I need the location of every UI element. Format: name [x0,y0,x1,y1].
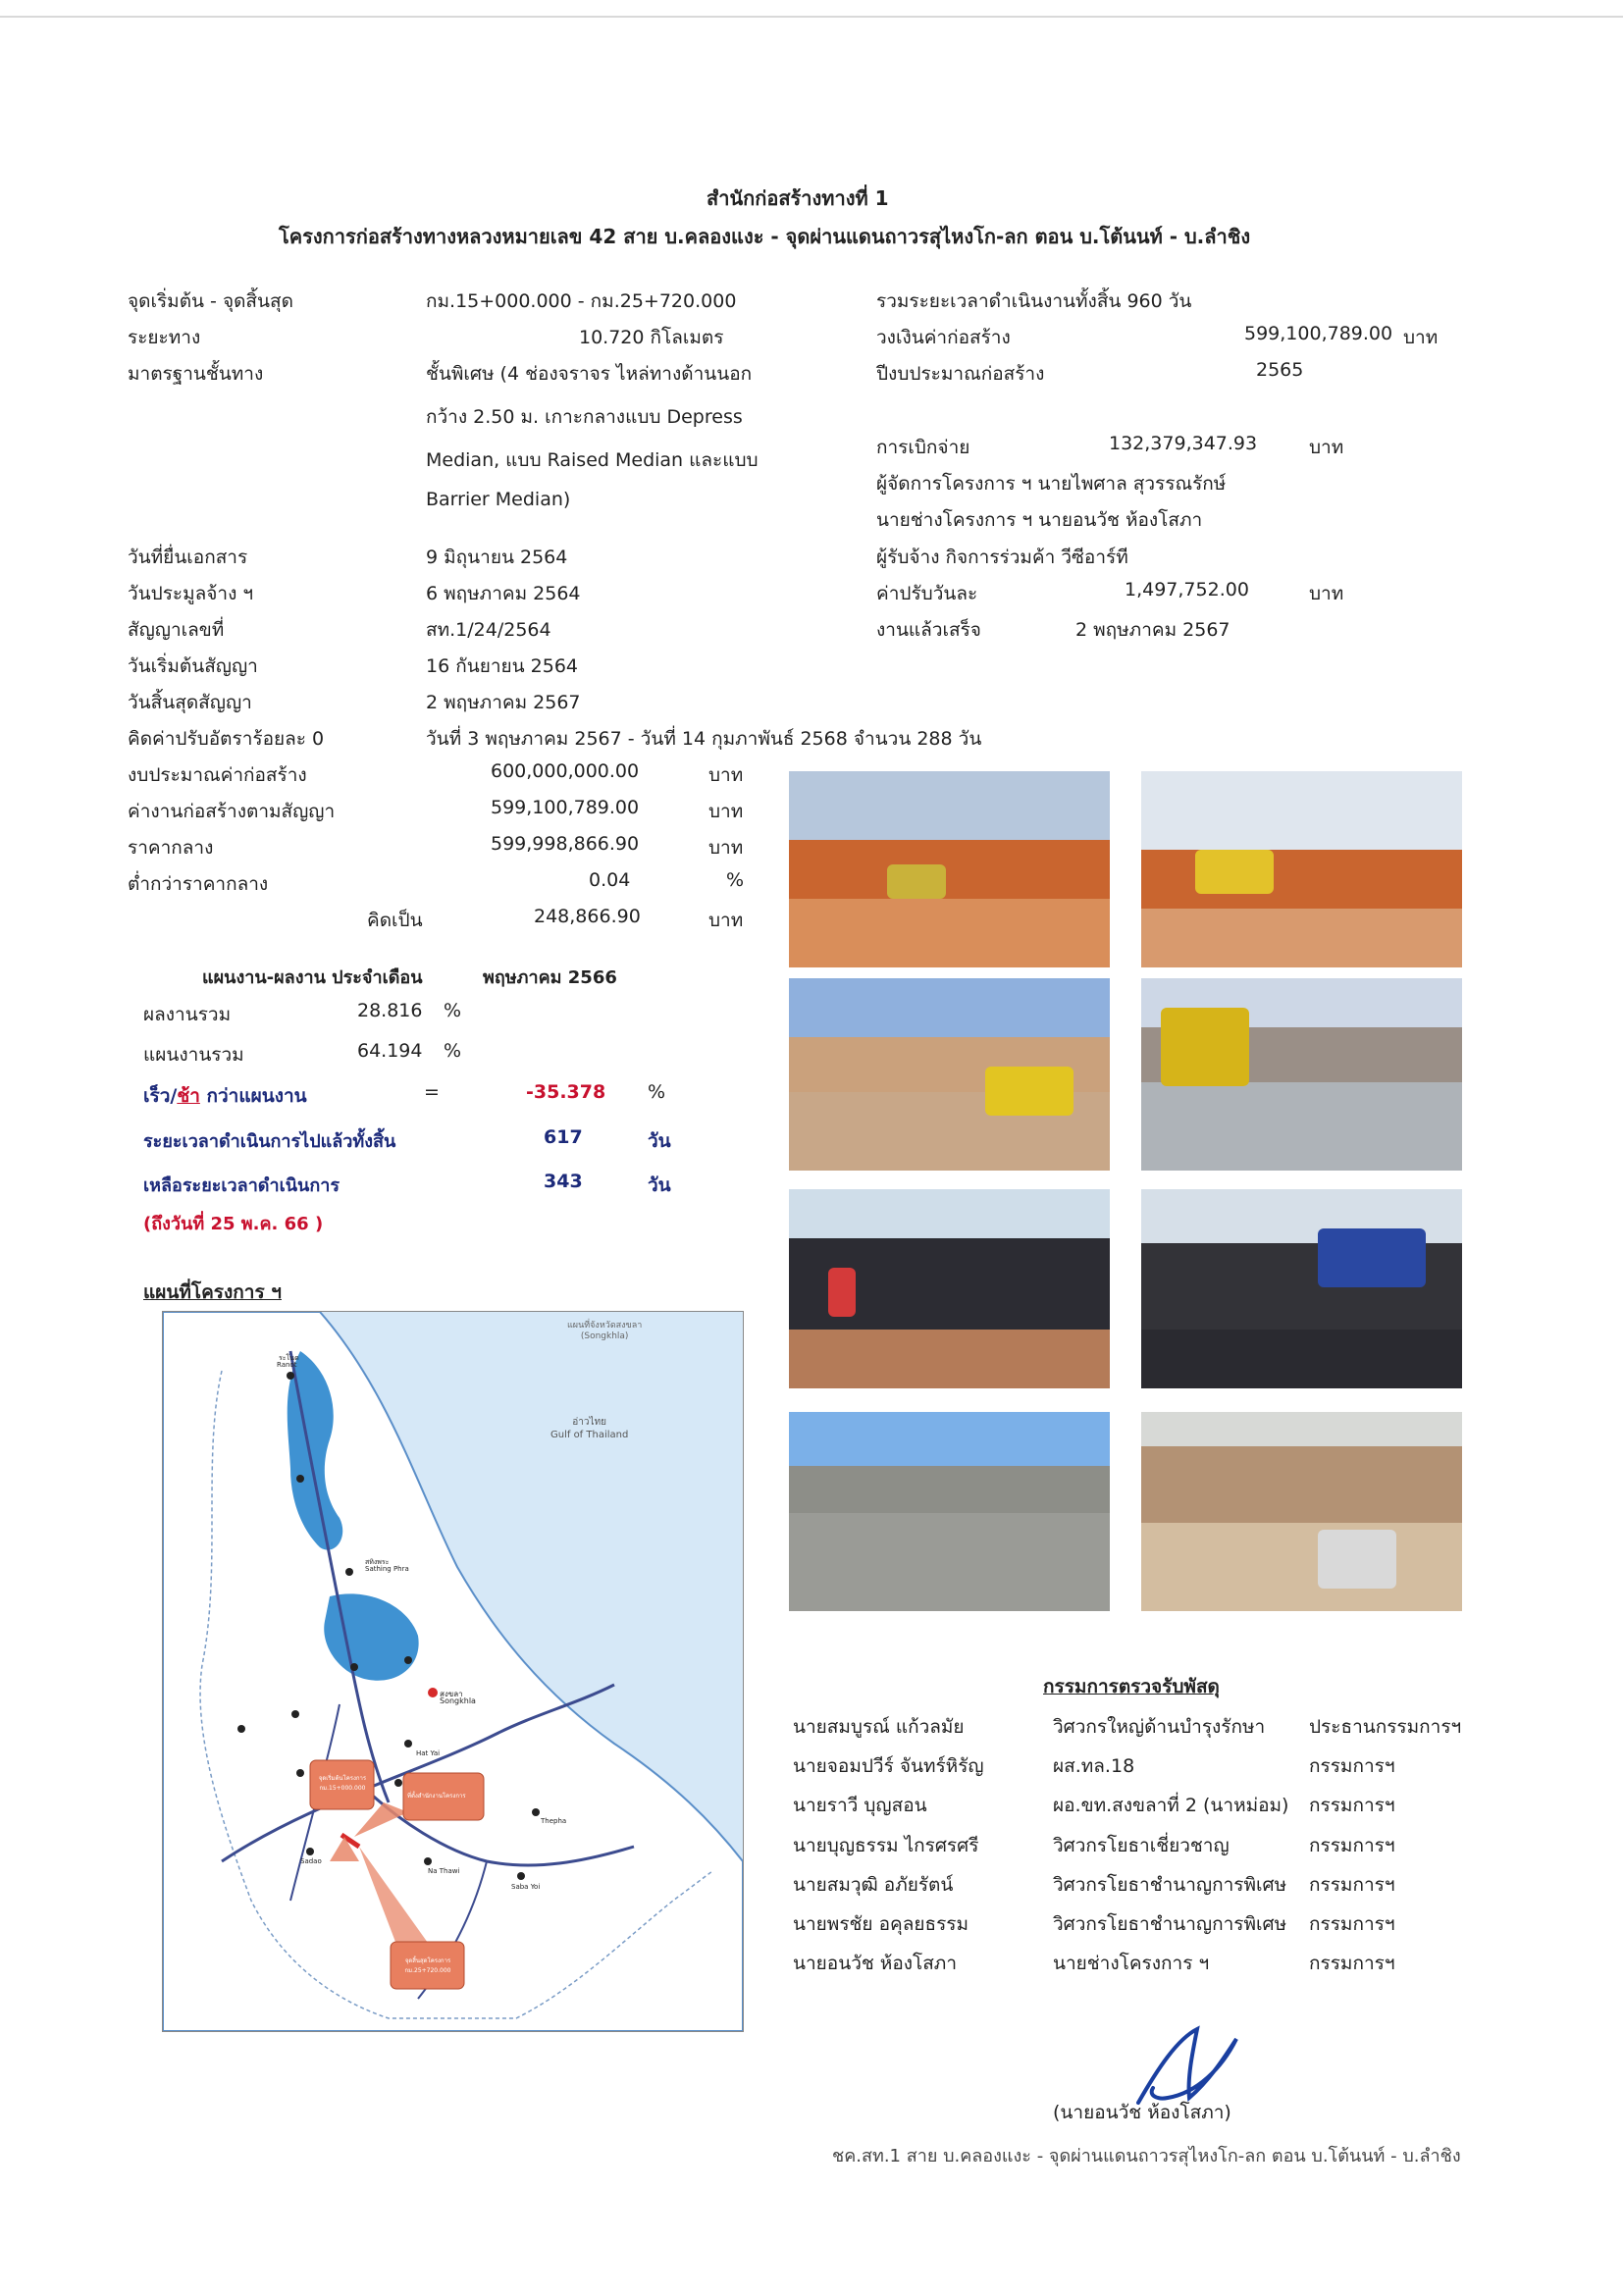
city-dot [424,1857,432,1865]
info-value: ชั้นพิเศษ (4 ช่องจราจร ไหล่ทางด้านนอก [426,363,753,385]
project-map [162,1311,744,2032]
member-role: กรรมการฯ [1309,1913,1395,1935]
duration-text: รวมระยะเวลาดำเนินงานทั้งสิ้น 960 วัน [876,290,1192,312]
city-dot [345,1568,353,1576]
start-box-line1: จุดเริ่มต้นโครงการ [318,1775,367,1782]
map-place-label: ระโนด [279,1354,299,1362]
construction-photo [789,771,1110,967]
project-title: โครงการก่อสร้างทางหลวงหมายเลข 42 สาย บ.คลองแงะ - จุดผ่านแดนถาวรสุไหงโก-ลก ตอน บ.โต้นนท์ - บ.ลำชิง [279,225,1251,248]
city-dot [287,1372,294,1380]
plan-pct: % [444,1040,462,1062]
construction-photo [789,978,1110,1171]
slow-word: ช้า [177,1085,200,1107]
member-position: วิศวกรโยธาชำนาญการพิเศษ [1053,1913,1287,1935]
member-position: ผอ.ขท.สงขลาที่ 2 (นาหม่อม) [1053,1795,1289,1816]
year-label: ปีงบประมาณก่อสร้าง [876,363,1045,385]
city-dot [296,1769,304,1777]
map-place-label: สทิงพระ [365,1558,390,1566]
budget-unit: บาท [1403,327,1439,348]
member-name: นายจอมปวีร์ จันทร์หิรัญ [793,1755,984,1777]
start-box-line2: กม.15+000.000 [319,1785,366,1792]
info-label: สัญญาเลขที่ [128,619,225,641]
city-dot [404,1740,412,1748]
gulf-label [550,1415,628,1440]
finish-label: งานแล้วเสร็จ [876,619,981,641]
city-dot [291,1710,299,1718]
as-of-date: (ถึงวันที่ 25 พ.ค. 66 ) [143,1214,324,1234]
finance-label: งบประมาณค่าก่อสร้าง [128,764,307,786]
construction-photo [1141,1412,1462,1611]
city-dot [517,1872,525,1880]
construction-photo [1141,978,1462,1171]
finance-unit: บาท [708,910,744,931]
finance-unit: บาท [708,764,744,786]
info-label: มาตรฐานชั้นทาง [128,363,264,385]
manager-text: ผู้จัดการโครงการ ฯ นายไพศาล สุวรรณรักษ์ [876,473,1227,495]
actual-label: ผลงานรวม [143,1004,232,1025]
progress-title: แผนงาน-ผลงาน ประจำเดือน [202,967,423,988]
map-place-label: Songkhla [440,1696,476,1705]
footer-text: ชค.สท.1 สาย บ.คลองแงะ - จุดผ่านแดนถาวรสุไหงโก-ลก ตอน บ.โต้นนท์ - บ.ลำชิง [832,2146,1461,2166]
gulf-en: Gulf of Thailand [550,1430,629,1440]
city-dot [394,1779,402,1787]
fine-unit: บาท [1309,583,1344,604]
info-value: กม.15+000.000 - กม.25+720.000 [426,290,737,312]
info-value: 2 พฤษภาคม 2567 [426,692,581,713]
finance-unit: บาท [708,837,744,859]
map-place-label: Sathing Phra [365,1565,409,1573]
member-position: นายช่างโครงการ ฯ [1053,1953,1210,1974]
member-role: กรรมการฯ [1309,1953,1395,1974]
top-rule [0,16,1623,18]
info-label: วันเริ่มต้นสัญญา [128,655,258,677]
committee-title: กรรมการตรวจรับพัสดุ [1043,1676,1220,1697]
map-place-label: Sadao [300,1857,322,1865]
finance-value: 248,866.90 [534,906,641,927]
city-dot [428,1688,438,1697]
equals-sign: = [424,1081,440,1103]
construction-photo [1141,1189,1462,1388]
plan-value: 64.194 [357,1040,423,1062]
member-role: ประธานกรรมการฯ [1309,1716,1462,1738]
fine-value: 1,497,752.00 [1125,579,1249,600]
member-position: วิศวกรโยธาชำนาญการพิเศษ [1053,1874,1287,1896]
engineer-text: นายช่างโครงการ ฯ นายอนวัช ห้องโสภา [876,509,1203,531]
map-place-label: Saba Yoi [511,1883,541,1891]
budget-label: วงเงินค่าก่อสร้าง [876,327,1011,348]
construction-photo [1141,771,1462,967]
speed-label [143,1081,307,1111]
info-label: ระยะทาง [128,327,201,348]
fast-word: เร็ว/ [143,1085,178,1107]
map-graphic [163,1312,743,2031]
province-th: แผนที่จังหวัดสงขลา [567,1321,643,1331]
gulf-th: อ่าวไทย [572,1417,607,1428]
info-label: วันที่ยื่นเอกสาร [128,547,248,568]
finance-unit: บาท [708,801,744,822]
end-box-label [393,1956,462,1975]
member-name: นายบุญธรรม ไกรศรศรี [793,1835,979,1856]
finance-value: 599,100,789.00 [491,797,640,818]
info-label: คิดค่าปรับอัตราร้อยละ 0 [128,728,325,750]
finance-label: ค่างานก่อสร้างตามสัญญา [128,801,336,822]
diff-value: -35.378 [526,1081,606,1103]
finance-label: ราคากลาง [128,837,214,859]
finance-value: 599,998,866.90 [491,833,640,855]
map-place-label: Ranot [277,1361,297,1369]
year-value: 2565 [1256,359,1304,381]
city-dot [350,1663,358,1671]
actual-pct: % [444,1000,462,1021]
finance-unit: % [726,869,745,891]
construction-photo [789,1189,1110,1388]
member-position: ผส.ทล.18 [1053,1755,1135,1777]
construction-photo [789,1412,1110,1611]
fine-label: ค่าปรับวันละ [876,583,978,604]
elapsed-unit: วัน [648,1130,671,1152]
info-value: วันที่ 3 พฤษภาคม 2567 - วันที่ 14 กุมภาพันธ์ 2568 จำนวน 288 วัน [426,728,982,750]
member-role: กรรมการฯ [1309,1835,1395,1856]
info-value: สท.1/24/2564 [426,619,551,641]
member-name: นายราวี บุญสอน [793,1795,927,1816]
start-box-label [312,1773,373,1793]
member-name: นายสมบูรณ์ แก้วลมัย [793,1716,965,1738]
member-role: กรรมการฯ [1309,1874,1395,1896]
finish-value: 2 พฤษภาคม 2567 [1075,619,1230,641]
progress-month: พฤษภาคม 2566 [483,967,617,988]
member-role: กรรมการฯ [1309,1795,1395,1816]
member-name: นายอนวัช ห้องโสภา [793,1953,958,1974]
map-title: แผนที่โครงการ ฯ [143,1281,282,1303]
finance-value: 600,000,000.00 [491,760,640,782]
disburse-unit: บาท [1309,437,1344,458]
contractor-text: ผู้รับจ้าง กิจการร่วมค้า วีซีอาร์ที [876,547,1128,568]
city-dot [296,1475,304,1483]
finance-label: คิดเป็น [367,910,423,931]
member-role: กรรมการฯ [1309,1755,1395,1777]
city-dot [237,1725,245,1733]
province-label [567,1318,642,1341]
info-value: กว้าง 2.50 ม. เกาะกลางแบบ Depress [426,406,743,428]
member-position: วิศวกรใหญ่ด้านบำรุงรักษา [1053,1716,1266,1738]
finance-value: 0.04 [589,869,631,891]
member-name: นายพรชัย อคุลยธรรม [793,1913,969,1935]
elapsed-value: 617 [544,1126,583,1148]
disburse-label: การเบิกจ่าย [876,437,970,458]
diff-pct: % [648,1081,666,1103]
map-place-label: Thepha [541,1817,567,1825]
office-box-label: ที่ตั้งสำนักงานโครงการ [407,1793,466,1800]
city-dot [306,1848,314,1855]
info-value: 16 กันยายน 2564 [426,655,579,677]
info-value: 9 มิถุนายน 2564 [426,547,568,568]
info-label: จุดเริ่มต้น - จุดสิ้นสุด [128,290,293,312]
city-dot [532,1808,540,1816]
actual-value: 28.816 [357,1000,423,1021]
elapsed-label: ระยะเวลาดำเนินการไปแล้วทั้งสิ้น [143,1131,396,1152]
map-place-label: สงขลา [440,1690,463,1698]
info-value: 10.720 กิโลเมตร [579,327,724,348]
vs-plan-word: กว่าแผนงาน [199,1085,307,1107]
end-box-line1: จุดสิ้นสุดโครงการ [404,1957,451,1964]
info-value: Median, แบบ Raised Median และแบบ [426,449,759,471]
remain-unit: วัน [648,1174,671,1196]
map-place-label: Hat Yai [416,1749,441,1757]
info-value: Barrier Median) [426,489,571,510]
disburse-value: 132,379,347.93 [1109,433,1258,454]
map-place-label: Na Thawi [428,1867,460,1875]
province-en: (Songkhla) [580,1331,629,1341]
end-box-line2: กม.25+720.000 [404,1967,451,1974]
signature-name: (นายอนวัช ห้องโสภา) [1053,2102,1231,2123]
plan-label: แผนงานรวม [143,1044,244,1066]
member-position: วิศวกรโยธาเชี่ยวชาญ [1053,1835,1230,1856]
budget-value: 599,100,789.00 [1244,323,1393,344]
member-name: นายสมวุฒิ อภัยรัตน์ [793,1874,954,1896]
office-title: สำนักก่อสร้างทางที่ 1 [707,186,889,210]
info-value: 6 พฤษภาคม 2564 [426,583,581,604]
remain-label: เหลือระยะเวลาดำเนินการ [143,1175,340,1196]
city-dot [404,1656,412,1664]
info-label: วันประมูลจ้าง ฯ [128,583,254,604]
remain-value: 343 [544,1171,583,1192]
finance-label: ต่ำกว่าราคากลาง [128,873,269,895]
info-label: วันสิ้นสุดสัญญา [128,692,252,713]
